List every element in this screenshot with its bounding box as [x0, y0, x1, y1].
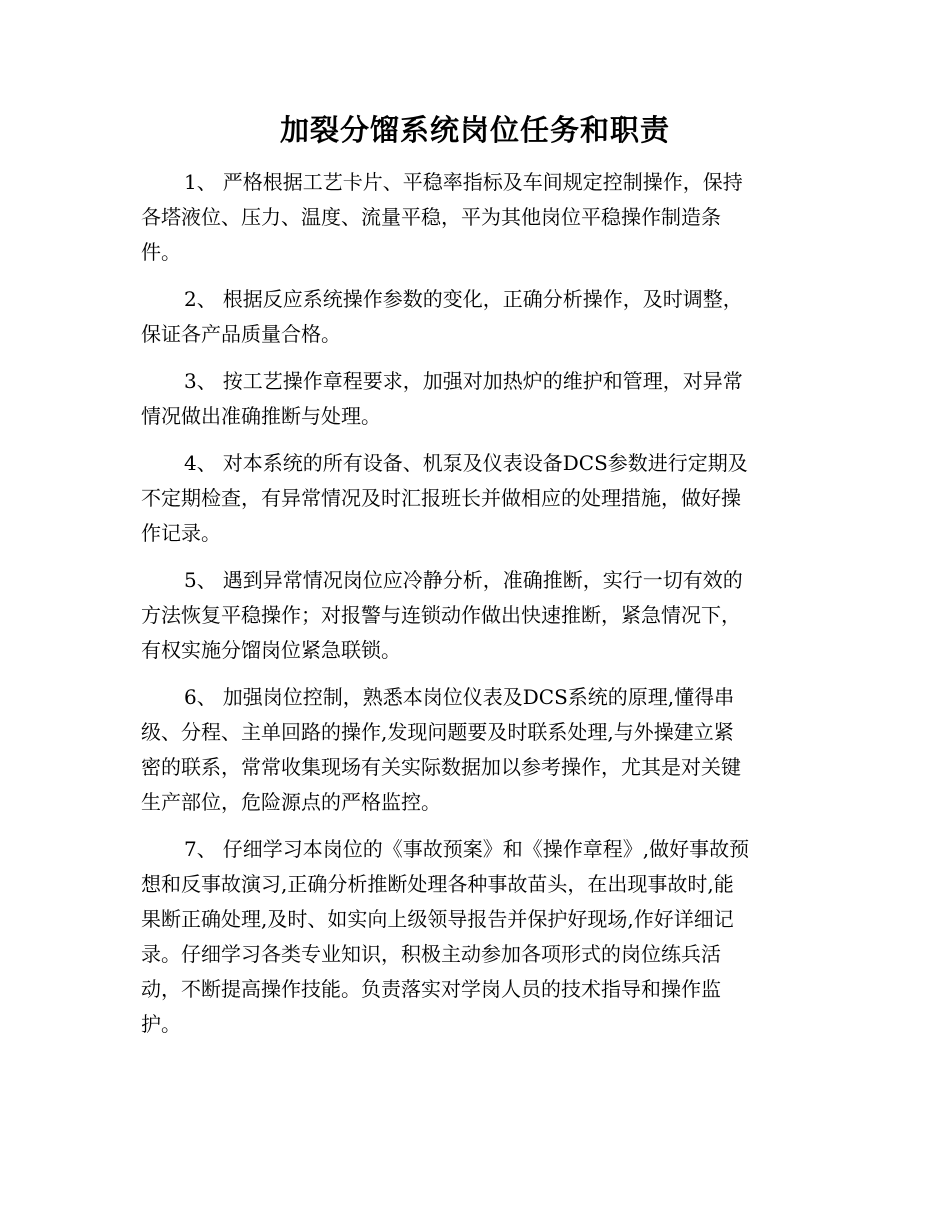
paragraph-text: 仔细学习本岗位的《事故预案》和《操作章程》,做好事故预 — [222, 837, 750, 861]
paragraph-line — [141, 399, 809, 434]
document-title: 加裂分馏系统岗位任务和职责 — [279, 113, 670, 147]
paragraph-number: 3、 — [184, 369, 217, 393]
paragraph-1 — [141, 165, 809, 270]
paragraph-text: 生产部位，危险源点的严格监控。 — [141, 790, 441, 814]
paragraph-text: 加强岗位控制，熟悉本岗位仪表及DCS系统的原理,懂得串 — [222, 685, 735, 709]
paragraph-4 — [141, 446, 809, 551]
paragraph-text: 严格根据工艺卡片、平稳率指标及车间规定控制操作，保持 — [222, 170, 743, 194]
paragraph-line — [141, 200, 809, 235]
paragraph-number: 7、 — [184, 837, 217, 861]
paragraph-line — [141, 832, 809, 867]
paragraph-2 — [141, 282, 809, 352]
paragraph-line — [141, 1007, 809, 1042]
paragraph-line — [141, 165, 809, 200]
paragraph-line — [141, 446, 809, 481]
paragraph-line — [141, 867, 809, 902]
paragraph-line — [141, 598, 809, 633]
paragraph-text: 情况做出准确推断与处理。 — [141, 404, 381, 428]
paragraph-text: 各塔液位、压力、温度、流量平稳，平为其他岗位平稳操作制造条 — [141, 205, 721, 229]
paragraph-line — [141, 282, 809, 317]
paragraph-text: 动，不断提高操作技能。负责落实对学岗人员的技术指导和操作监 — [141, 977, 721, 1001]
paragraph-line — [141, 902, 809, 937]
paragraph-number: 5、 — [184, 568, 217, 592]
paragraph-line — [141, 680, 809, 715]
paragraph-line — [141, 972, 809, 1007]
paragraph-text: 保证各产品质量合格。 — [141, 322, 341, 346]
paragraph-3 — [141, 364, 809, 434]
paragraph-text: 方法恢复平稳操作；对报警与连锁动作做出快速推断，紧急情况下， — [141, 603, 741, 627]
paragraph-text: 录。仔细学习各类专业知识，积极主动参加各项形式的岗位练兵活 — [141, 942, 721, 966]
paragraph-text: 根据反应系统操作参数的变化，正确分析操作，及时调整， — [222, 287, 743, 311]
paragraph-text: 有权实施分馏岗位紧急联锁。 — [141, 638, 401, 662]
paragraph-line — [141, 937, 809, 972]
paragraph-5 — [141, 563, 809, 668]
paragraph-text: 护。 — [141, 1012, 181, 1036]
paragraph-line — [141, 563, 809, 598]
paragraph-number: 4、 — [184, 451, 217, 475]
paragraph-text: 遇到异常情况岗位应冷静分析，准确推断，实行一切有效的 — [222, 568, 743, 592]
paragraph-text: 密的联系，常常收集现场有关实际数据加以参考操作，尤其是对关键 — [141, 755, 741, 779]
paragraph-7 — [141, 832, 809, 1042]
paragraph-6 — [141, 680, 809, 820]
paragraph-text: 作记录。 — [141, 521, 221, 545]
paragraph-text: 果断正确处理,及时、如实向上级领导报告并保护好现场,作好详细记 — [141, 907, 734, 931]
document-body — [141, 165, 809, 1054]
paragraph-line — [141, 633, 809, 668]
paragraph-text: 件。 — [141, 240, 181, 264]
paragraph-text: 级、分程、主单回路的操作,发现问题要及时联系处理,与外操建立紧 — [141, 720, 734, 744]
paragraph-line — [141, 750, 809, 785]
paragraph-line — [141, 317, 809, 352]
paragraph-line — [141, 715, 809, 750]
paragraph-text: 不定期检查，有异常情况及时汇报班长并做相应的处理措施，做好操 — [141, 486, 741, 510]
paragraph-number: 2、 — [184, 287, 217, 311]
paragraph-number: 1、 — [184, 170, 217, 194]
paragraph-line — [141, 235, 809, 270]
paragraph-number: 6、 — [184, 685, 217, 709]
paragraph-line — [141, 364, 809, 399]
paragraph-text: 想和反事故演习,正确分析推断处理各种事故苗头，在出现事故时,能 — [141, 872, 734, 896]
paragraph-line — [141, 516, 809, 551]
paragraph-line — [141, 785, 809, 820]
paragraph-text: 按工艺操作章程要求，加强对加热炉的维护和管理，对异常 — [222, 369, 743, 393]
paragraph-line — [141, 481, 809, 516]
paragraph-text: 对本系统的所有设备、机泵及仪表设备DCS参数进行定期及 — [222, 451, 748, 475]
